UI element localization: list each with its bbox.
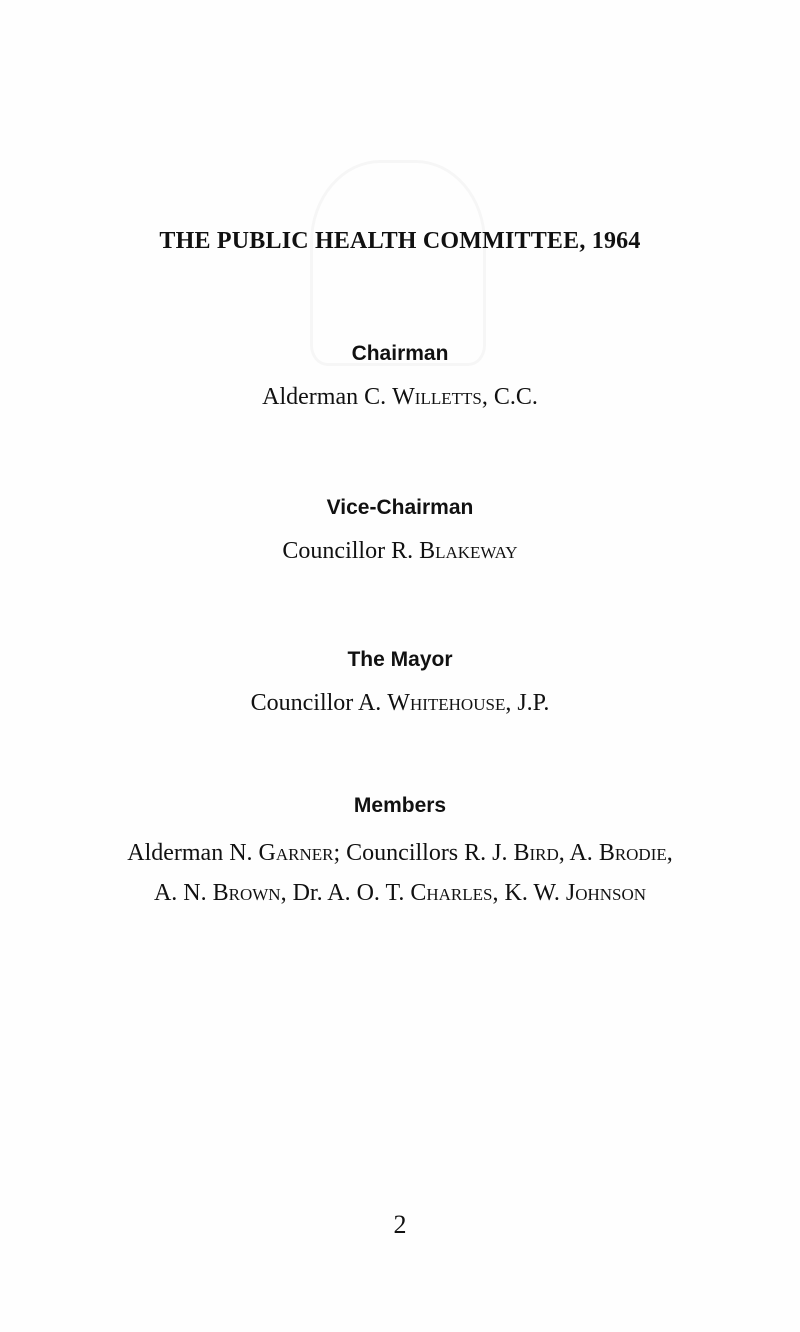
member-text: , Dr. A. O. T. — [280, 880, 411, 906]
section-heading-chairman: Chairman — [351, 342, 449, 365]
member-surname: Brown — [212, 880, 281, 906]
vice-chairman-surname: Blakeway — [419, 538, 518, 564]
member-text: , — [666, 840, 673, 866]
section-heading-vice-chairman: Vice-Chairman — [326, 496, 474, 519]
mayor-surname: Whitehouse — [387, 690, 506, 716]
vice-chairman-name-line — [0, 538, 800, 565]
member-surname: Bird — [513, 840, 559, 866]
member-text: , A. — [558, 840, 599, 866]
member-surname: Charles — [410, 880, 493, 906]
chairman-prefix: Alderman C. — [262, 384, 393, 410]
page-number: 2 — [393, 1210, 407, 1239]
show-through-seal — [310, 160, 486, 366]
members-line-2 — [0, 880, 800, 907]
member-text: Alderman N. — [127, 840, 259, 866]
mayor-prefix: Councillor A. — [250, 690, 388, 716]
section-heading-mayor: The Mayor — [347, 648, 453, 671]
member-text: , K. W. — [492, 880, 566, 906]
mayor-name-line — [0, 690, 800, 717]
member-surname: Garner — [258, 840, 334, 866]
member-surname: Johnson — [565, 880, 647, 906]
member-surname: Brodie — [598, 840, 667, 866]
chairman-name-line — [0, 384, 800, 411]
document-title: THE PUBLIC HEALTH COMMITTEE, 1964 — [159, 228, 641, 254]
mayor-suffix: , J.P. — [505, 690, 550, 716]
chairman-suffix: , C.C. — [481, 384, 538, 410]
chairman-surname: Willetts — [392, 384, 482, 410]
members-line-1 — [0, 840, 800, 867]
vice-chairman-prefix: Councillor R. — [282, 538, 420, 564]
member-text: A. N. — [153, 880, 213, 906]
member-text: ; Councillors R. J. — [333, 840, 514, 866]
section-heading-members: Members — [353, 794, 447, 817]
